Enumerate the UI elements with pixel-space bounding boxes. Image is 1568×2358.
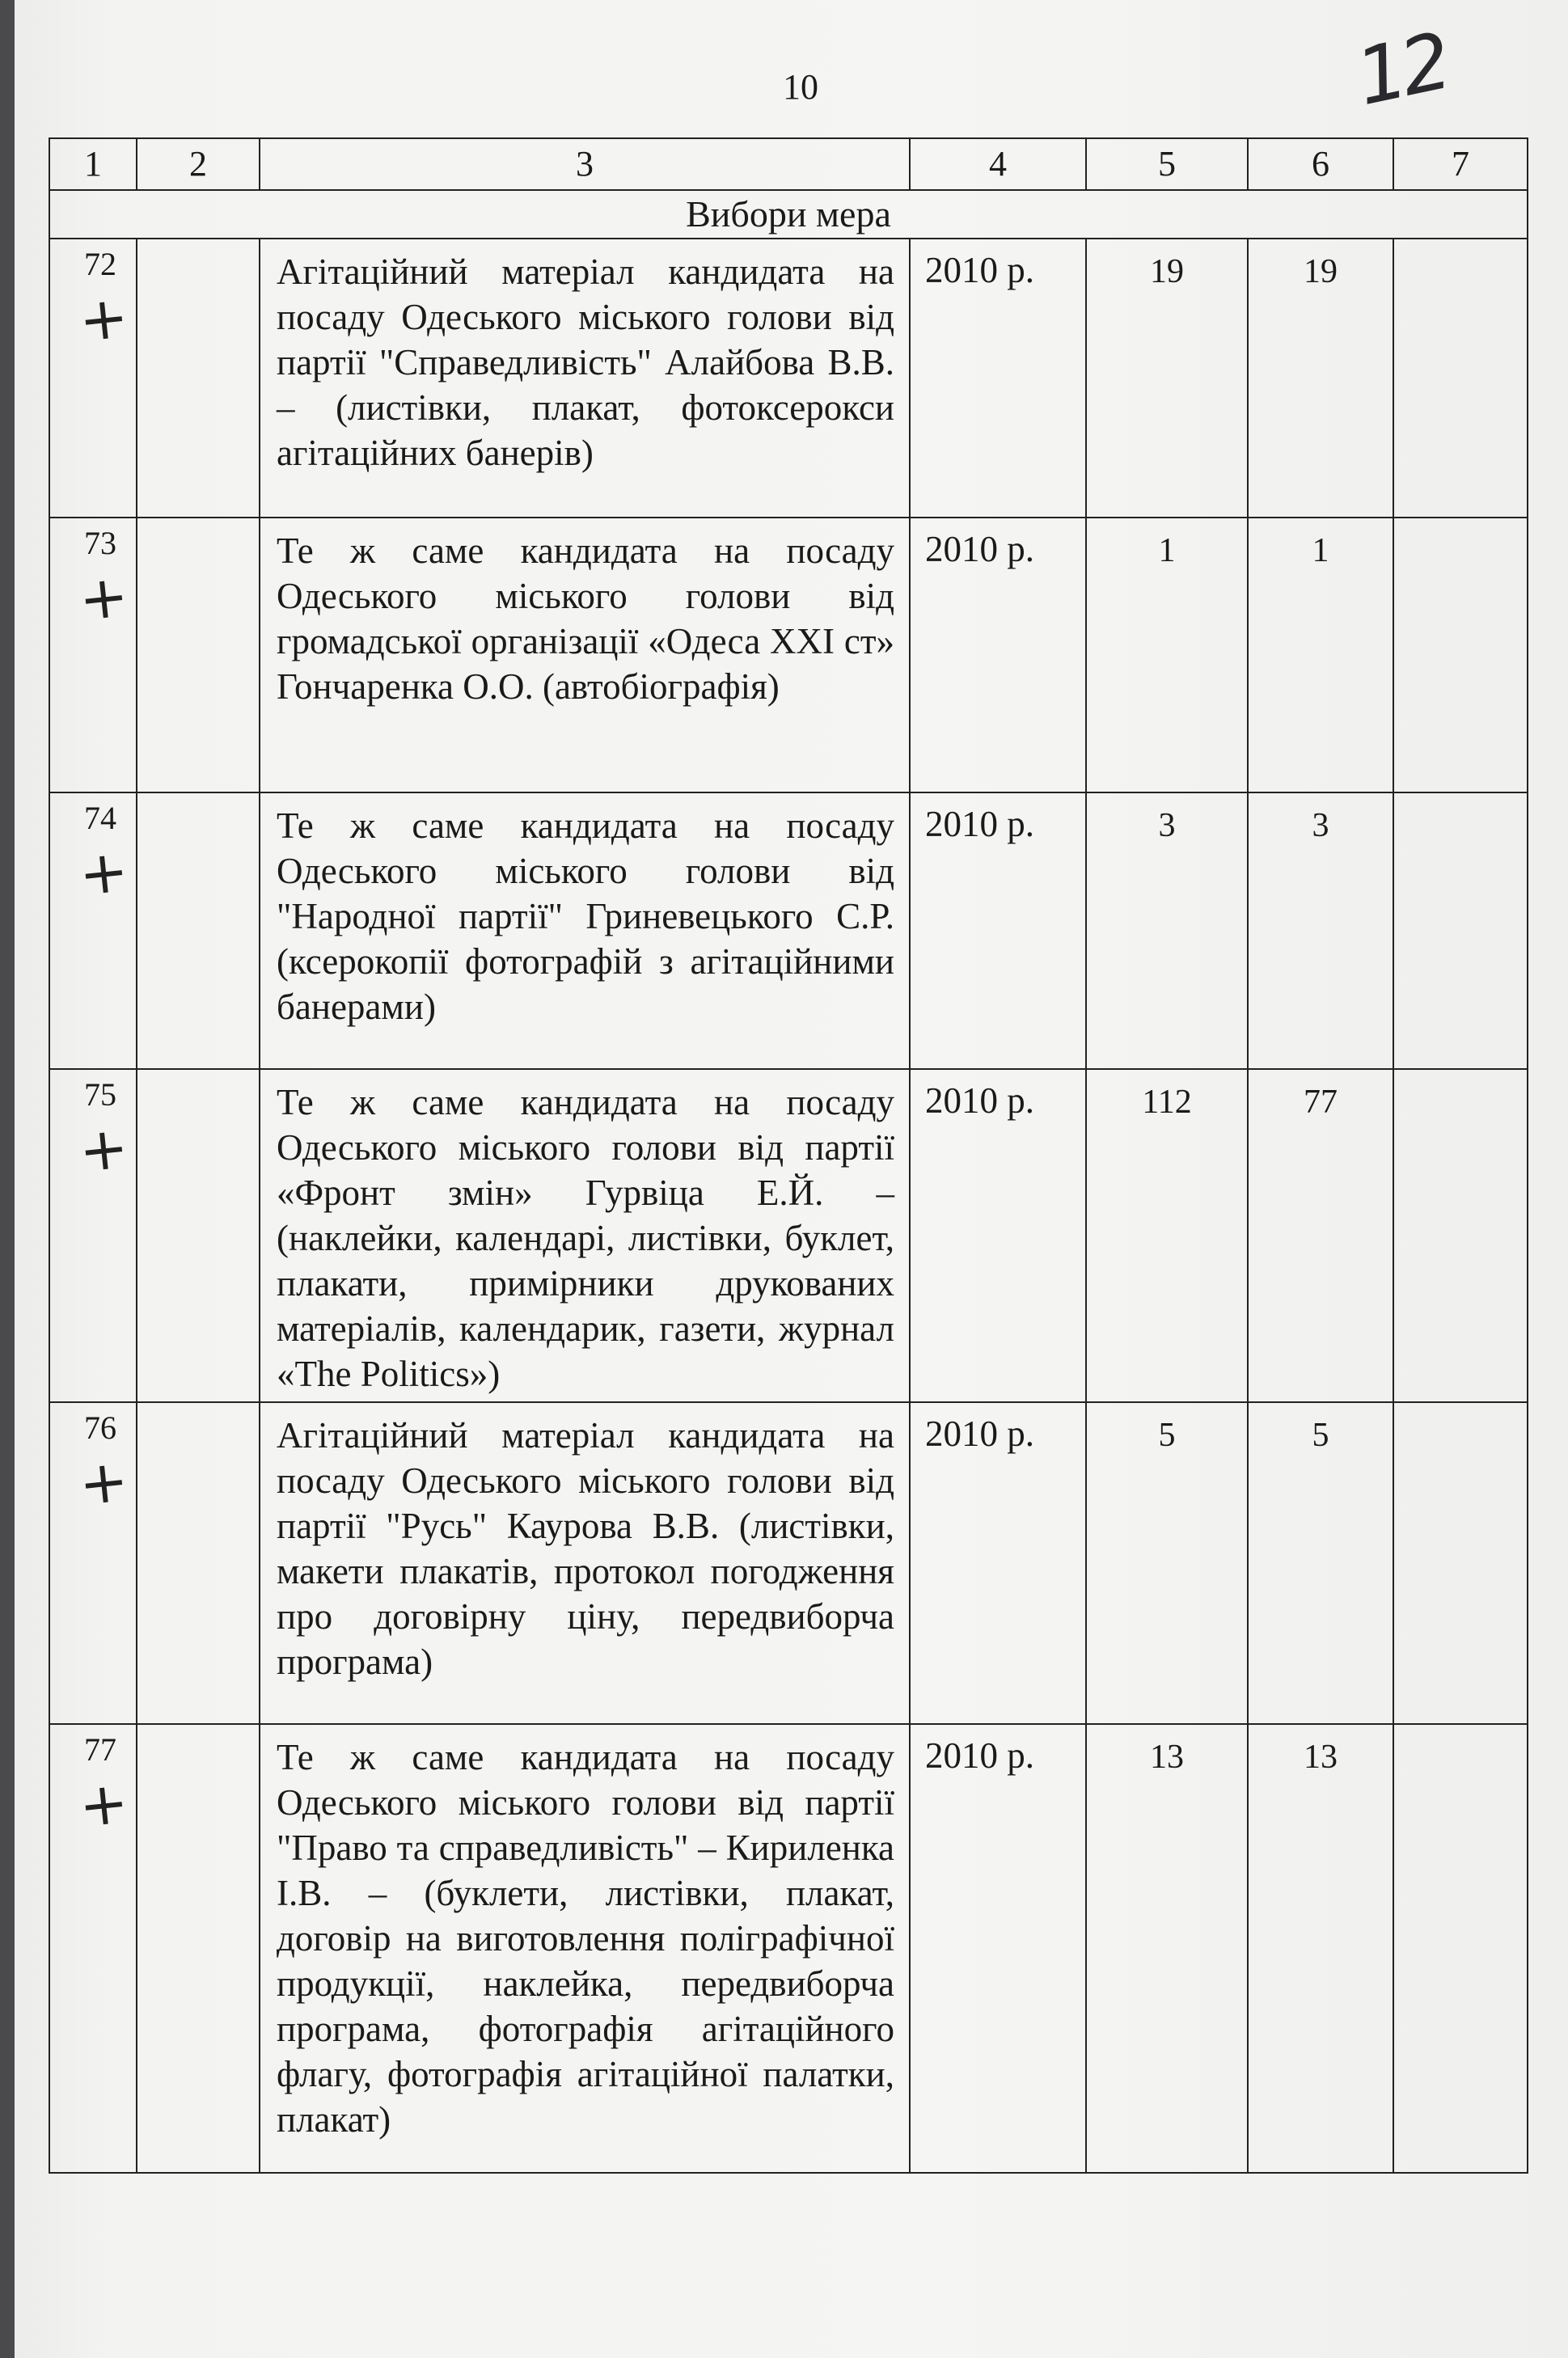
document-page bbox=[15, 0, 1568, 2358]
row-description: Агітаційний матеріал кандидата на посаду Одеського міського голови від партії "Русь" Каурова В.В. (листівки, макети плакатів, протокол погодження про договірну ціну, передвиборча програма) bbox=[260, 1402, 910, 1724]
row-col6-value: 3 bbox=[1248, 792, 1393, 1069]
row-number: 76 bbox=[84, 1409, 116, 1446]
row-date: 2010 р. bbox=[910, 239, 1086, 518]
row-description: Агітаційний матеріал кандидата на посаду Одеського міського голови від партії "Справедливість" Алайбова В.В. – (листівки, плакат, фотоксерокси агітаційних банерів) bbox=[260, 239, 910, 518]
row-col6-value: 5 bbox=[1248, 1402, 1393, 1724]
row-number: 75 bbox=[84, 1076, 116, 1113]
handwritten-check-mark: + bbox=[75, 836, 132, 909]
table-row bbox=[49, 239, 1528, 518]
row-date: 2010 р. bbox=[910, 1724, 1086, 2173]
row-description: Те ж саме кандидата на посаду Одеського міського голови від "Народної партії" Гриневецького С.Р. (ксерокопії фотографій з агітаційними банерами) bbox=[260, 792, 910, 1069]
handwritten-check-mark: + bbox=[75, 561, 132, 634]
empty-cell bbox=[137, 1069, 260, 1402]
column-header-1: 1 bbox=[49, 138, 137, 190]
row-col5-value: 19 bbox=[1086, 239, 1248, 518]
row-number: 73 bbox=[84, 525, 116, 561]
inventory-table bbox=[49, 137, 1528, 2174]
table-row bbox=[49, 1069, 1528, 1402]
row-number: 74 bbox=[84, 800, 116, 836]
column-header-2: 2 bbox=[137, 138, 260, 190]
row-col6-value: 77 bbox=[1248, 1069, 1393, 1402]
empty-cell bbox=[1393, 1724, 1528, 2173]
empty-cell bbox=[1393, 239, 1528, 518]
row-description: Те ж саме кандидата на посаду Одеського міського голови від партії «Фронт змін» Гурвіца Е.Й. – (наклейки, календарі, листівки, буклет, плакати, примірники друкованих матеріалів, календарик, газети, журнал «The Politics») bbox=[260, 1069, 910, 1402]
column-header-5: 5 bbox=[1086, 138, 1248, 190]
column-header-3: 3 bbox=[260, 138, 910, 190]
row-date: 2010 р. bbox=[910, 1402, 1086, 1724]
row-number: 77 bbox=[84, 1731, 116, 1768]
row-date: 2010 р. bbox=[910, 518, 1086, 792]
section-title: Вибори мера bbox=[49, 190, 1528, 239]
section-row bbox=[49, 190, 1528, 239]
row-col6-value: 13 bbox=[1248, 1724, 1393, 2173]
empty-cell bbox=[137, 239, 260, 518]
row-number-cell bbox=[49, 1402, 137, 1724]
empty-cell bbox=[1393, 518, 1528, 792]
handwritten-check-mark: + bbox=[75, 1113, 132, 1185]
row-description: Те ж саме кандидата на посаду Одеського міського голови від громадської організації «Одеса XXI ст» Гончаренка О.О. (автобіографія) bbox=[260, 518, 910, 792]
row-number-cell bbox=[49, 1069, 137, 1402]
handwritten-check-mark: + bbox=[75, 282, 132, 355]
row-description: Те ж саме кандидата на посаду Одеського міського голови від партії "Право та справедливість" – Кириленка І.В. – (буклети, листівки, плакат, договір на виготовлення поліграфічної продукції, наклейка, передвиборча програма, фотографія агітаційного флагу, фотографія агітаційної палатки, плакат) bbox=[260, 1724, 910, 2173]
empty-cell bbox=[137, 518, 260, 792]
empty-cell bbox=[1393, 1402, 1528, 1724]
row-date: 2010 р. bbox=[910, 1069, 1086, 1402]
handwritten-check-mark: + bbox=[75, 1768, 132, 1840]
row-date: 2010 р. bbox=[910, 792, 1086, 1069]
page-number: 10 bbox=[783, 67, 818, 107]
handwritten-sheet-number: 12 bbox=[1348, 15, 1455, 124]
row-col5-value: 5 bbox=[1086, 1402, 1248, 1724]
row-number-cell bbox=[49, 239, 137, 518]
column-header-7: 7 bbox=[1393, 138, 1528, 190]
row-number-cell bbox=[49, 792, 137, 1069]
row-col5-value: 3 bbox=[1086, 792, 1248, 1069]
table-row bbox=[49, 792, 1528, 1069]
row-col5-value: 112 bbox=[1086, 1069, 1248, 1402]
row-col6-value: 19 bbox=[1248, 239, 1393, 518]
column-header-row bbox=[49, 138, 1528, 190]
column-header-4: 4 bbox=[910, 138, 1086, 190]
column-header-6: 6 bbox=[1248, 138, 1393, 190]
empty-cell bbox=[137, 1402, 260, 1724]
empty-cell bbox=[137, 1724, 260, 2173]
empty-cell bbox=[1393, 792, 1528, 1069]
table-row bbox=[49, 518, 1528, 792]
table-row bbox=[49, 1402, 1528, 1724]
row-col6-value: 1 bbox=[1248, 518, 1393, 792]
row-number-cell bbox=[49, 1724, 137, 2173]
empty-cell bbox=[137, 792, 260, 1069]
table-row bbox=[49, 1724, 1528, 2173]
empty-cell bbox=[1393, 1069, 1528, 1402]
row-col5-value: 13 bbox=[1086, 1724, 1248, 2173]
row-number-cell bbox=[49, 518, 137, 792]
row-col5-value: 1 bbox=[1086, 518, 1248, 792]
handwritten-check-mark: + bbox=[75, 1446, 132, 1519]
row-number: 72 bbox=[84, 246, 116, 282]
